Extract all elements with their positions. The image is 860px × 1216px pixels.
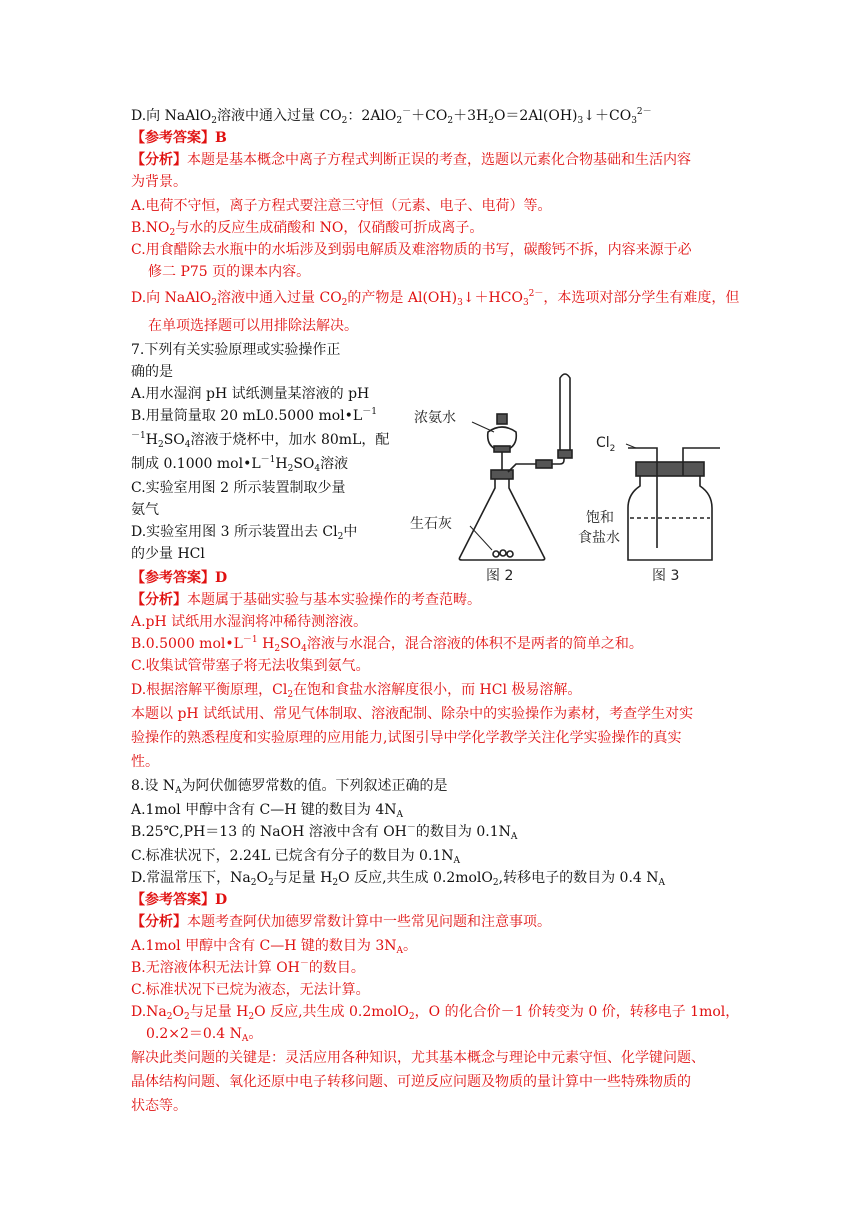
analysis-8-b: B.无溶液体积无法计算 OH－的数目。 xyxy=(131,959,365,976)
analysis-6-d-cont: 在单项选择题可以用排除法解决。 xyxy=(148,318,358,334)
analysis-8-summary-cont: 晶体结构问题、氧化还原中电子转移问题、可逆反应问题及物质的量计算中一些特殊物质的 xyxy=(131,1074,691,1090)
q8-option-d: D.常温常压下，$Na_2O_2$与足量 $H_2O$ 反应,共生成 0.2molO$_2$,转移电子的数目为 0.4 $N_A$ xyxy=(131,870,666,888)
analysis-7-summary-end: 性。 xyxy=(131,754,159,770)
analysis-7-a: A.pH 试纸用水湿润将冲稀待测溶液。 xyxy=(131,614,368,630)
analysis-8-summary-end: 状态等。 xyxy=(131,1098,187,1114)
analysis-6: 【分析】本题是基本概念中离子方程式判断正误的考查，选题以元素化合物基础和生活内容 xyxy=(131,152,691,168)
analysis-7: 【分析】本题属于基础实验与基本实验操作的考查范畴。 xyxy=(131,592,481,608)
label-concentrated-ammonia: 浓氨水 xyxy=(414,410,456,426)
analysis-8-d: $D.Na_2O_2$与足量 $H_2O$ 反应,共生成 0.2molO$_2$，O 的化合价－1 价转变为 0 价，转移电子 1mol， xyxy=(131,1004,740,1022)
q8-stem: 8.设 $N_A$为阿伏伽德罗常数的值。下列叙述正确的是 xyxy=(131,778,448,796)
q8-option-b: B.25℃,PH＝13 的 NaOH 溶液中含有 OH－的数目为 $0.1N_A$ xyxy=(131,823,518,842)
answer-8: 【参考答案】D xyxy=(131,892,228,908)
analysis-7-d: D.根据溶解平衡原理，$Cl_2$在饱和食盐水溶解度很小，而 HCl 极易溶解。 xyxy=(131,682,582,700)
analysis-8-c: C.标准状况下已烷为液态，无法计算。 xyxy=(131,982,370,998)
q7-option-b: B.用量筒量取 20 mL0.5000 $mol•L^{-1}$ xyxy=(131,407,377,424)
figure-3-caption: 图 3 xyxy=(652,568,680,582)
q8-option-a: A.1mol 甲醇中含有 C—H 键的数目为 $4N_A$ xyxy=(131,802,404,820)
q8-option-c: C.标准状况下，2.24L 已烷含有分子的数目为 $0.1N_A$ xyxy=(131,848,461,866)
analysis-7-c: C.收集试管带塞子将无法收集到氨气。 xyxy=(131,658,370,674)
q7-option-d-cont: 的少量 HCl xyxy=(131,546,205,562)
label-chlorine: $Cl_2$ xyxy=(596,435,616,454)
q7-option-c: C.实验室用图 2 所示装置制取少量 xyxy=(131,480,346,496)
q6-option-d: D.向 NaAlO$_2$溶液中通入过量 $CO_2$：$2AlO_2^-+CO_2+3H_2O=2Al(OH)_3↓+CO_3^{2-}$ xyxy=(131,107,652,126)
q7-stem-cont: 确的是 xyxy=(131,364,173,380)
q7-stem: 7.下列有关实验原理或实验操作正 xyxy=(131,342,341,358)
analysis-6-c: C.用食醋除去水瓶中的水垢涉及到弱电解质及难溶物质的书写，碳酸钙不拆，内容来源于必 xyxy=(131,242,692,258)
figure-2-caption: 图 2 xyxy=(486,568,514,582)
apparatus-figure xyxy=(400,362,730,582)
analysis-6-c-cont: 修二 P75 页的课本内容。 xyxy=(148,264,311,280)
q7-option-c-cont: 氨气 xyxy=(131,502,159,518)
answer-7: 【参考答案】D xyxy=(131,570,228,586)
analysis-7-b: B.0.5000 $mol•L^{-1}$ $H_2SO_4$溶液与水混合，混合溶液的体积不是两者的简单之和。 xyxy=(131,635,643,654)
answer-6: 【参考答案】B xyxy=(131,130,227,146)
analysis-6-cont: 为背景。 xyxy=(131,174,187,190)
q7-option-b-cont2: 制成 0.1000 $mol•L^{-1}H_2SO_4$溶液 xyxy=(131,455,349,474)
label-quicklime: 生石灰 xyxy=(410,516,452,532)
q7-option-d: D.实验室用图 3 所示装置出去 $Cl_2$中 xyxy=(131,524,358,542)
analysis-8-a: A.1mol 甲醇中含有 C—H 键的数目为 $3N_A$。 xyxy=(131,938,418,956)
label-saturated: 饱和 xyxy=(586,510,614,526)
analysis-8-summary: 解决此类问题的关键是：灵活应用各种知识，尤其基本概念与理论中元素守恒、化学键问题、 xyxy=(131,1050,705,1066)
analysis-6-b: $B.NO_2$与水的反应生成硝酸和 NO，仅硝酸可折成离子。 xyxy=(131,220,484,238)
analysis-8: 【分析】本题考查阿伏加德罗常数计算中一些常见问题和注意事项。 xyxy=(131,914,551,930)
analysis-6-a: A.电荷不守恒，离子方程式要注意三守恒（元素、电子、电荷）等。 xyxy=(131,198,552,214)
analysis-7-summary-cont: 验操作的熟悉程度和实验原理的应用能力,试图引导中学化学教学关注化学实验操作的真实 xyxy=(131,730,682,746)
analysis-6-d: D.向 NaAlO$_2$溶液中通入过量 $CO_2$的产物是 $Al(OH)_3↓+HCO_3^{2-}$，本选项对部分学生有难度，但 xyxy=(131,289,740,308)
q7-option-a: A.用水湿润 pH 试纸测量某溶液的 pH xyxy=(131,386,370,402)
label-brine: 食盐水 xyxy=(578,530,620,546)
analysis-8-d-cont: 0.2×2＝0.4 $N_A$。 xyxy=(146,1026,263,1044)
q7-option-b-cont: $^{-1}H_2SO_4$溶液于烧杯中，加水 80mL，配 xyxy=(131,431,390,450)
analysis-7-summary: 本题以 pH 试纸试用、常见气体制取、溶液配制、除杂中的实验操作为素材，考查学生对实 xyxy=(131,706,694,722)
